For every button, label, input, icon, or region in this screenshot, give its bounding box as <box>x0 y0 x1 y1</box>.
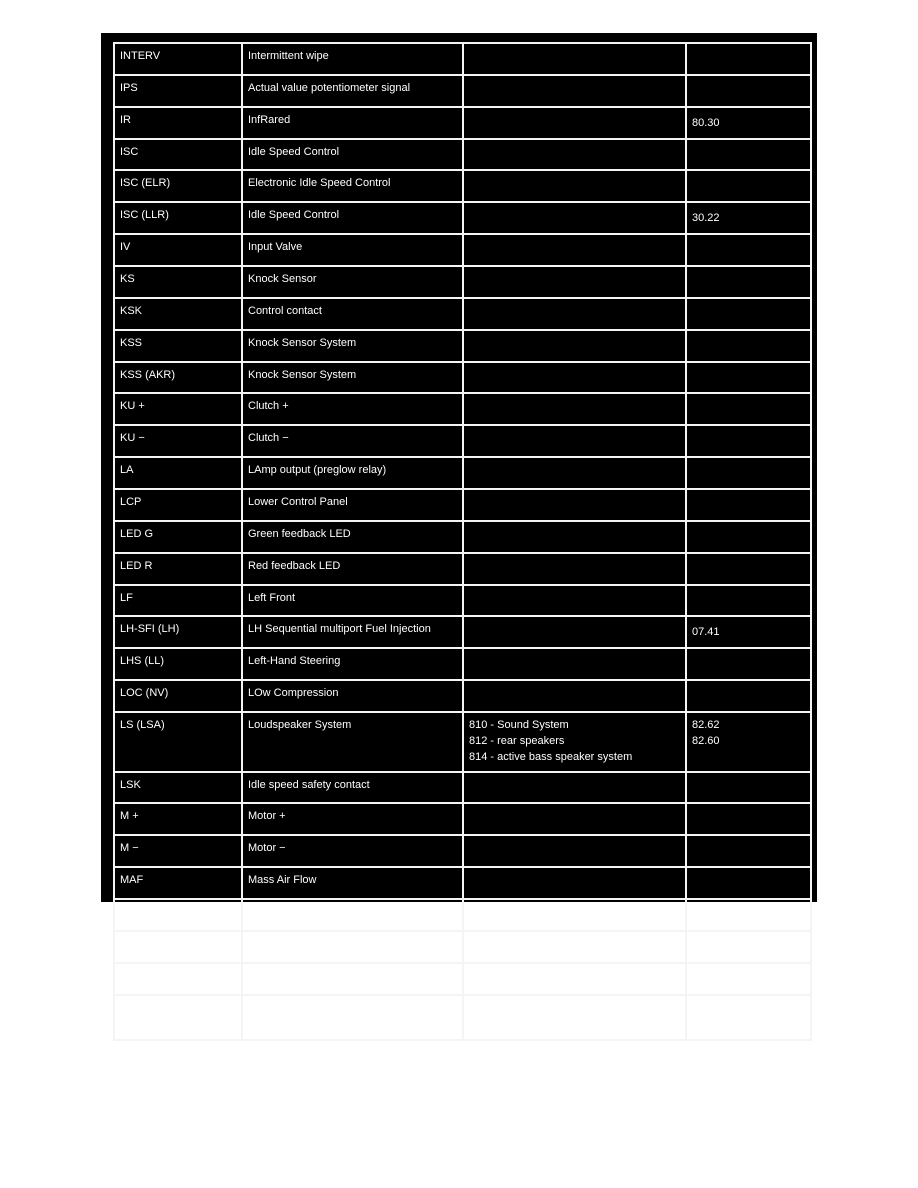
abbreviation-text: MCS (MKS) <box>120 969 179 982</box>
meaning-cell <box>242 393 463 425</box>
meaning-text: Mass Air Flow <box>248 874 317 887</box>
meaning-cell <box>242 75 463 107</box>
reference-cell <box>686 585 811 617</box>
abbreviation-cell <box>114 772 242 804</box>
meaning-text: Actual value potentiometer signal <box>248 81 411 94</box>
meaning-text: Idle Speed Control <box>248 145 340 158</box>
abbreviation-text: MB ISO <box>120 937 159 950</box>
abbreviation-text: IV <box>120 241 131 254</box>
reference-cell <box>686 330 811 362</box>
reference-cell <box>686 772 811 804</box>
meaning-text: Clutch + <box>248 400 289 413</box>
abbreviation-cell <box>114 202 242 234</box>
abbreviation-cell <box>114 362 242 394</box>
notes-cell <box>463 107 686 139</box>
table-row <box>114 330 811 362</box>
abbreviation-text: INTERV <box>120 50 161 62</box>
abbreviation-cell <box>114 585 242 617</box>
reference-cell <box>686 648 811 680</box>
meaning-text: Loudspeaker System <box>248 719 352 732</box>
reference-cell <box>686 139 811 171</box>
table-row <box>114 362 811 394</box>
meaning-text: Idle Speed Control <box>248 209 340 222</box>
note-line: 812 - rear speakers <box>469 735 565 748</box>
meaning-cell <box>242 298 463 330</box>
notes-cell <box>463 202 686 234</box>
abbreviation-text: LF <box>120 591 133 604</box>
reference-number: 80.30 <box>692 116 720 129</box>
abbreviation-text: ISC <box>120 145 139 158</box>
meaning-text: Red feedback LED <box>248 559 341 572</box>
meaning-text: Fuel injection and ignition system (motor electronics) <box>248 1001 445 1030</box>
meaning-cell <box>242 963 463 995</box>
note-line: 810 - Sound System <box>469 719 569 732</box>
table-row <box>114 867 811 899</box>
abbreviation-cell <box>114 75 242 107</box>
notes-cell <box>463 393 686 425</box>
notes-cell <box>463 489 686 521</box>
abbreviation-cell <box>114 899 242 931</box>
reference-number: 30.22 <box>692 212 720 225</box>
meaning-text: InfRared <box>248 113 291 126</box>
notes-cell <box>463 170 686 202</box>
reference-cell <box>686 170 811 202</box>
reference-number: 07.61 <box>692 1004 720 1017</box>
table-row <box>114 266 811 298</box>
abbreviation-text: LHS (LL) <box>120 655 165 668</box>
reference-number: 82.60 <box>692 735 720 748</box>
note-line: 814 - active bass speaker system <box>469 751 633 764</box>
abbreviation-text: LH-SFI (LH) <box>120 623 180 636</box>
abbreviation-cell <box>114 457 242 489</box>
reference-number: 07.41 <box>692 626 720 639</box>
notes-cell <box>463 362 686 394</box>
table-body <box>114 43 811 1040</box>
abbreviation-cell <box>114 867 242 899</box>
notes-cell <box>463 43 686 75</box>
meaning-text: Intermittent wipe <box>248 50 329 62</box>
notes-cell <box>463 521 686 553</box>
abbreviation-cell <box>114 266 242 298</box>
reference-cell <box>686 43 811 75</box>
reference-cell <box>686 521 811 553</box>
meaning-cell <box>242 648 463 680</box>
abbreviation-cell <box>114 680 242 712</box>
reference-cell <box>686 202 811 234</box>
meaning-text: Motor + <box>248 810 286 823</box>
meaning-text: Multi-Contour Seat <box>248 969 340 982</box>
abbreviation-cell <box>114 298 242 330</box>
notes-cell <box>463 712 686 772</box>
abbreviation-text: KU + <box>120 400 145 413</box>
abbreviation-text: ISC (LLR) <box>120 209 169 222</box>
abbreviation-text: KU − <box>120 432 145 445</box>
meaning-cell <box>242 835 463 867</box>
meaning-text: Left Front <box>248 591 296 604</box>
abbreviation-text: MAP <box>120 905 144 918</box>
meaning-text: Clutch − <box>248 432 289 445</box>
meaning-text: Motor − <box>248 842 286 855</box>
notes-cell <box>463 298 686 330</box>
notes-cell <box>463 835 686 867</box>
abbreviations-table <box>113 42 812 1041</box>
meaning-cell <box>242 202 463 234</box>
abbreviation-cell <box>114 393 242 425</box>
table-row <box>114 553 811 585</box>
notes-cell <box>463 867 686 899</box>
notes-cell <box>463 899 686 931</box>
abbreviation-cell <box>114 425 242 457</box>
abbreviation-text: IR <box>120 113 131 126</box>
table-row <box>114 489 811 521</box>
meaning-cell <box>242 330 463 362</box>
notes-cell <box>463 139 686 171</box>
notes-cell <box>463 330 686 362</box>
table-row <box>114 457 811 489</box>
meaning-cell <box>242 553 463 585</box>
abbreviation-cell <box>114 43 242 75</box>
meaning-text: Knock Sensor <box>248 273 317 286</box>
table-row <box>114 616 811 648</box>
table-row <box>114 712 811 772</box>
abbreviation-text: LS (LSA) <box>120 719 165 732</box>
notes-cell <box>463 680 686 712</box>
abbreviation-text: LA <box>120 464 134 477</box>
meaning-cell <box>242 234 463 266</box>
table-row <box>114 585 811 617</box>
document-page-frame <box>101 33 817 1030</box>
abbreviation-text: MAF <box>120 874 144 887</box>
abbreviation-text: KS <box>120 273 135 286</box>
abbreviation-text: ME-SFI (ME) <box>120 1001 185 1014</box>
reference-cell <box>686 680 811 712</box>
notes-cell <box>463 772 686 804</box>
abbreviation-cell <box>114 489 242 521</box>
meaning-cell <box>242 43 463 75</box>
table-row <box>114 772 811 804</box>
reference-cell <box>686 553 811 585</box>
reference-cell <box>686 867 811 899</box>
table-row <box>114 680 811 712</box>
notes-cell <box>463 803 686 835</box>
reference-cell <box>686 712 811 772</box>
reference-cell <box>686 931 811 963</box>
abbreviation-text: LCP <box>120 496 142 509</box>
table-row <box>114 202 811 234</box>
meaning-text: LH Sequential multiport Fuel Injection <box>248 623 431 636</box>
table-row <box>114 963 811 995</box>
reference-cell <box>686 234 811 266</box>
reference-cell <box>686 393 811 425</box>
meaning-text: Green feedback LED <box>248 527 351 540</box>
notes-cell <box>463 963 686 995</box>
reference-cell <box>686 457 811 489</box>
abbreviation-cell <box>114 330 242 362</box>
reference-cell <box>686 425 811 457</box>
notes-cell <box>463 425 686 457</box>
meaning-cell <box>242 139 463 171</box>
meaning-text: Electronic Idle Speed Control <box>248 177 391 190</box>
reference-cell <box>686 266 811 298</box>
abbreviation-cell <box>114 931 242 963</box>
reference-cell <box>686 803 811 835</box>
meaning-cell <box>242 266 463 298</box>
reference-number: 91.25 <box>692 972 720 985</box>
notes-cell <box>463 995 686 1041</box>
meaning-text: Input Valve <box>248 241 303 254</box>
table-row <box>114 931 811 963</box>
table-row <box>114 995 811 1041</box>
abbreviation-text: LED G <box>120 527 154 540</box>
meaning-text: Idle speed safety contact <box>248 778 370 791</box>
abbreviation-cell <box>114 616 242 648</box>
meaning-cell <box>242 170 463 202</box>
meaning-text: Knock Sensor System <box>248 368 357 381</box>
table-row <box>114 170 811 202</box>
reference-cell <box>686 835 811 867</box>
meaning-text: Manifold Absolute Pressure <box>248 905 382 918</box>
abbreviation-cell <box>114 712 242 772</box>
meaning-cell <box>242 772 463 804</box>
meaning-cell <box>242 362 463 394</box>
table-row <box>114 43 811 75</box>
notes-cell <box>463 931 686 963</box>
meaning-text: Knock Sensor System <box>248 336 357 349</box>
meaning-cell <box>242 457 463 489</box>
table-row <box>114 139 811 171</box>
meaning-cell <box>242 712 463 772</box>
reference-cell <box>686 107 811 139</box>
reference-cell <box>686 995 811 1041</box>
abbreviation-text: LED R <box>120 559 153 572</box>
abbreviation-cell <box>114 234 242 266</box>
notes-cell <box>463 553 686 585</box>
reference-cell <box>686 298 811 330</box>
abbreviation-text: KSK <box>120 304 143 317</box>
abbreviation-cell <box>114 521 242 553</box>
table-row <box>114 425 811 457</box>
meaning-cell <box>242 899 463 931</box>
reference-number: 82.62 <box>692 719 720 732</box>
reference-cell <box>686 899 811 931</box>
reference-cell <box>686 489 811 521</box>
table-row <box>114 234 811 266</box>
notes-cell <box>463 266 686 298</box>
abbreviation-text: LSK <box>120 778 141 791</box>
meaning-cell <box>242 489 463 521</box>
table-row <box>114 648 811 680</box>
abbreviation-cell <box>114 107 242 139</box>
notes-cell <box>463 457 686 489</box>
abbreviation-text: KSS <box>120 336 143 349</box>
table-row <box>114 835 811 867</box>
abbreviation-cell <box>114 139 242 171</box>
abbreviation-text: M − <box>120 842 139 855</box>
meaning-text: Left-Hand Steering <box>248 655 341 668</box>
table-row <box>114 393 811 425</box>
meaning-text: LAmp output (preglow relay) <box>248 464 387 477</box>
abbreviation-cell <box>114 995 242 1041</box>
table-row <box>114 899 811 931</box>
meaning-cell <box>242 995 463 1041</box>
meaning-cell <box>242 803 463 835</box>
meaning-cell <box>242 585 463 617</box>
meaning-cell <box>242 425 463 457</box>
table-row <box>114 521 811 553</box>
notes-cell <box>463 234 686 266</box>
meaning-cell <box>242 616 463 648</box>
notes-cell <box>463 75 686 107</box>
meaning-cell <box>242 680 463 712</box>
meaning-text: Control contact <box>248 304 322 317</box>
abbreviation-text: M + <box>120 810 139 823</box>
abbreviation-cell <box>114 170 242 202</box>
meaning-cell <box>242 107 463 139</box>
meaning-text: Lower Control Panel <box>248 496 348 509</box>
meaning-cell <box>242 931 463 963</box>
reference-cell <box>686 362 811 394</box>
abbreviation-cell <box>114 835 242 867</box>
table-row <box>114 803 811 835</box>
notes-cell <box>463 585 686 617</box>
abbreviation-text: KSS (AKR) <box>120 368 176 381</box>
abbreviation-cell <box>114 963 242 995</box>
meaning-text: LOw Compression <box>248 687 339 700</box>
meaning-cell <box>242 867 463 899</box>
abbreviation-cell <box>114 803 242 835</box>
notes-cell <box>463 616 686 648</box>
notes-cell <box>463 648 686 680</box>
meaning-text: Diagnostic connector <box>248 937 351 950</box>
reference-cell <box>686 616 811 648</box>
abbreviation-text: LOC (NV) <box>120 687 169 700</box>
abbreviation-text: IPS <box>120 81 138 94</box>
reference-cell <box>686 963 811 995</box>
table-row <box>114 107 811 139</box>
table-row <box>114 75 811 107</box>
reference-cell <box>686 75 811 107</box>
abbreviation-cell <box>114 553 242 585</box>
abbreviation-cell <box>114 648 242 680</box>
table-row <box>114 298 811 330</box>
abbreviation-text: ISC (ELR) <box>120 177 171 190</box>
meaning-cell <box>242 521 463 553</box>
